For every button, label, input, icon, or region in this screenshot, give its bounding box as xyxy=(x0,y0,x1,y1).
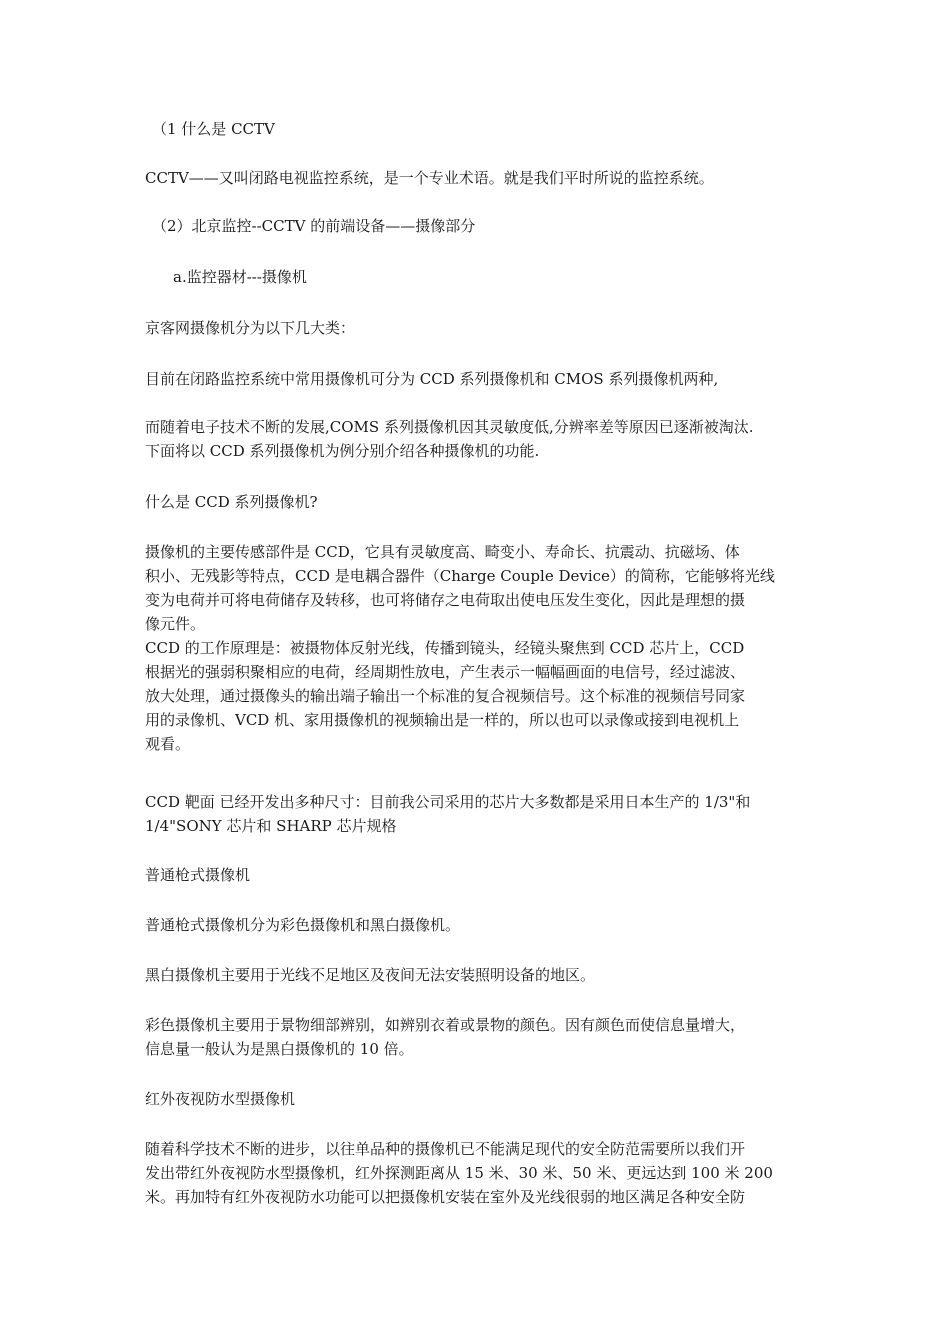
text-line: 用的录像机、VCD 机、家用摄像机的视频输出是一样的，所以也可以录像或接到电视机上 xyxy=(145,711,740,729)
text-line: 京客网摄像机分为以下几大类： xyxy=(145,319,356,337)
text-line: 像元件。 xyxy=(145,615,206,633)
paragraph-bw-camera xyxy=(145,963,813,987)
text-line: （2）北京监控--CCTV 的前端设备——摄像部分 xyxy=(152,217,476,235)
text-line: （1 什么是 CCTV xyxy=(152,120,275,138)
heading-what-is-cctv xyxy=(152,117,820,141)
text-line: CCD 靶面 已经开发出多种尺寸：目前我公司采用的芯片大多数都是采用日本生产的 1/3"和 xyxy=(145,793,751,811)
text-line: 目前在闭路监控系统中常用摄像机可分为 CCD 系列摄像机和 CMOS 系列摄像机两种, xyxy=(145,370,719,388)
text-line: 彩色摄像机主要用于景物细部辨别，如辨别衣着或景物的颜色。因有颜色而使信息量增大， xyxy=(145,1016,746,1034)
text-line: CCD 的工作原理是：被摄物体反射光线，传播到镜头，经镜头聚焦到 CCD 芯片上，CCD xyxy=(145,639,745,657)
text-line: 普通枪式摄像机 xyxy=(145,866,251,884)
text-line: 1/4"SONY 芯片和 SHARP 芯片规格 xyxy=(145,817,397,835)
heading-camera-equipment xyxy=(173,265,841,289)
text-line: 黑白摄像机主要用于光线不足地区及夜间无法安装照明设备的地区。 xyxy=(145,966,596,984)
text-line: CCTV——又叫闭路电视监控系统，是一个专业术语。就是我们平时所说的监控系统。 xyxy=(145,169,714,187)
paragraph-color-camera xyxy=(145,1013,813,1061)
text-line: 摄像机的主要传感部件是 CCD，它具有灵敏度高、畸变小、寿命长、抗震动、抗磁场、体 xyxy=(145,543,740,561)
paragraph-ccd-sizes xyxy=(145,790,813,838)
text-line: 红外夜视防水型摄像机 xyxy=(145,1090,296,1108)
text-line: 下面将以 CCD 系列摄像机为例分别介绍各种摄像机的功能. xyxy=(145,442,540,460)
heading-infrared-camera xyxy=(145,1087,813,1111)
text-line: a.监控器材---摄像机 xyxy=(173,268,307,286)
paragraph-ccd-description xyxy=(145,540,813,756)
text-line: 放大处理，通过摄像头的输出端子输出一个标准的复合视频信号。这个标准的视频信号同家 xyxy=(145,687,746,705)
text-line: 发出带红外夜视防水型摄像机，红外探测距离从 15 米、30 米、50 米、更远达到 100 米 200 xyxy=(145,1164,773,1182)
heading-what-is-ccd xyxy=(145,490,813,514)
text-line: 普通枪式摄像机分为彩色摄像机和黑白摄像机。 xyxy=(145,916,461,934)
heading-bullet-camera xyxy=(145,863,813,887)
text-line: 什么是 CCD 系列摄像机? xyxy=(145,493,318,511)
heading-front-end-equipment xyxy=(152,214,820,238)
text-line: 变为电荷并可将电荷储存及转移，也可将储存之电荷取出使电压发生变化，因此是理想的摄 xyxy=(145,591,746,609)
text-line: 观看。 xyxy=(145,735,191,753)
paragraph-cctv-definition xyxy=(145,166,813,190)
text-line: 积小、无残影等特点，CCD 是电耦合器件（Charge Couple Device）的简称，它能够将光线 xyxy=(145,567,775,585)
paragraph-camera-types xyxy=(145,367,813,391)
text-line: 根据光的强弱积聚相应的电荷，经周期性放电，产生表示一幅幅画面的电信号，经过滤波、 xyxy=(145,663,746,681)
text-line: 而随着电子技术不断的发展,COMS 系列摄像机因其灵敏度低,分辨率差等原因已逐渐被淘汰. xyxy=(145,418,754,436)
text-line: 随着科学技术不断的进步，以往单品种的摄像机已不能满足现代的安全防范需要所以我们开 xyxy=(145,1140,746,1158)
text-line: 信息量一般认为是黑白摄像机的 10 倍。 xyxy=(145,1040,414,1058)
paragraph-coms-elimination xyxy=(145,415,813,463)
paragraph-camera-categories xyxy=(145,316,813,340)
paragraph-infrared-camera xyxy=(145,1137,813,1209)
text-line: 米。再加特有红外夜视防水功能可以把摄像机安装在室外及光线很弱的地区满足各种安全防 xyxy=(145,1188,746,1206)
paragraph-bullet-camera-types xyxy=(145,913,813,937)
